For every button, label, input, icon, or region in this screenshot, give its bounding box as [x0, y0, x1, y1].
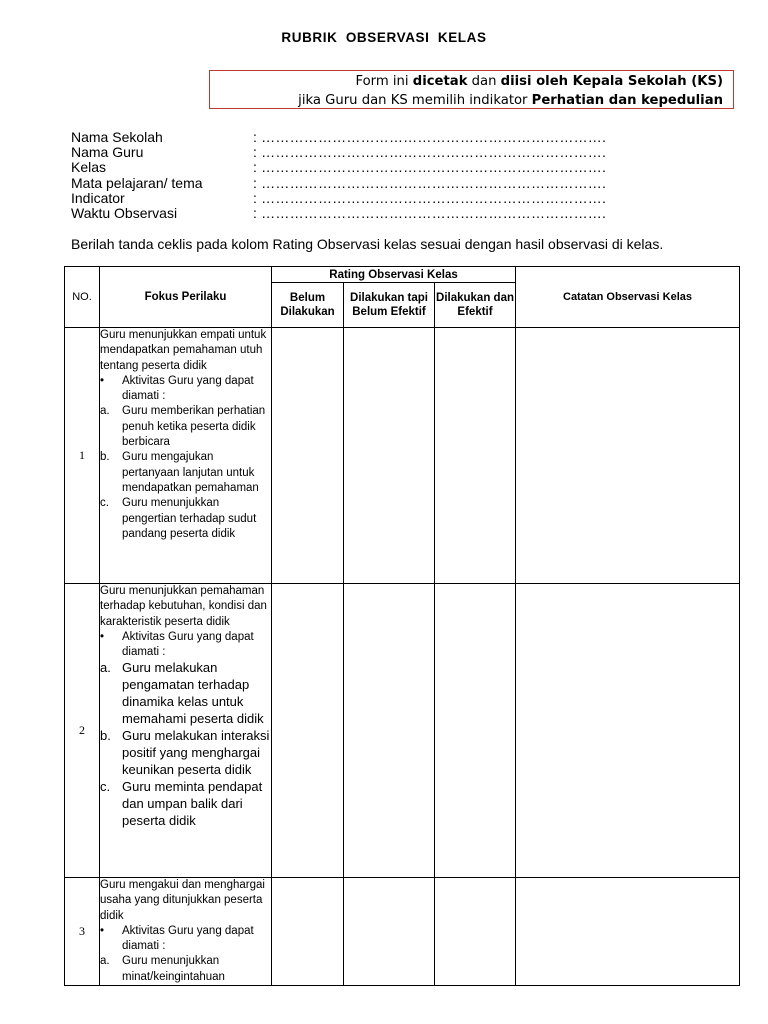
focus-item	[100, 728, 271, 779]
field-value: : ……………………………………………………………….	[253, 144, 607, 161]
field-nama-guru	[71, 145, 606, 160]
item-marker: c.	[100, 778, 111, 794]
row-number: 3	[65, 878, 100, 986]
notice-segment: Perhatian dan kepedulian	[531, 93, 723, 108]
item-marker: a.	[100, 955, 110, 968]
item-marker: •	[100, 630, 105, 643]
table-row	[65, 878, 740, 986]
field-label: Mata pelajaran/ tema	[71, 174, 203, 191]
item-text: Aktivitas Guru yang dapat diamati :	[122, 924, 254, 953]
item-marker: a.	[100, 405, 110, 418]
header-belum-dilakukan: Belum Dilakukan	[272, 283, 344, 328]
item-text: Guru meminta pendapat dan umpan balik dari peserta didik	[122, 778, 263, 828]
focus-intro: Guru mengakui dan menghargai usaha yang ditunjukkan peserta didik	[100, 879, 265, 922]
rating-efektif-cell[interactable]	[435, 328, 516, 584]
item-marker: a.	[100, 660, 111, 676]
item-marker: •	[100, 374, 105, 387]
focus-item	[100, 630, 271, 661]
rating-tapi-belum-cell[interactable]	[344, 584, 435, 878]
notice-segment: Form ini	[355, 74, 413, 89]
document-title: RUBRIK OBSERVASI KELAS	[281, 30, 487, 45]
field-waktu-observasi	[71, 206, 606, 221]
item-text: Guru memberikan perhatian penuh ketika peserta didik berbicara	[122, 405, 266, 449]
field-kelas	[71, 160, 606, 175]
row-number: 2	[65, 584, 100, 878]
rating-belum-cell[interactable]	[272, 878, 344, 986]
rating-efektif-cell[interactable]	[435, 584, 516, 878]
table-row	[65, 584, 740, 878]
notice-line-2	[210, 91, 723, 110]
instruction-text: Berilah tanda ceklis pada kolom Rating Observasi kelas sesuai dengan hasil observasi di kelas.	[71, 236, 664, 252]
item-text: Guru melakukan interaksi positif yang menghargai keunikan peserta didik	[122, 728, 270, 777]
notice-box	[209, 70, 734, 109]
rating-tapi-belum-cell[interactable]	[344, 878, 435, 986]
catatan-cell[interactable]	[516, 328, 740, 584]
focus-cell	[100, 328, 272, 584]
field-value: : ……………………………………………………………….	[253, 189, 607, 206]
header-catatan-observasi: Catatan Observasi Kelas	[516, 267, 740, 328]
notice-line-1	[210, 72, 723, 91]
focus-item	[100, 496, 271, 542]
item-text: Guru mengajukan pertanyaan lanjutan untuk mendapatkan pemahaman	[122, 451, 259, 494]
field-value: : ……………………………………………………………….	[253, 159, 607, 176]
rating-tapi-belum-cell[interactable]	[344, 328, 435, 584]
rating-belum-cell[interactable]	[272, 584, 344, 878]
catatan-cell[interactable]	[516, 878, 740, 986]
table-row	[65, 328, 740, 584]
catatan-cell[interactable]	[516, 584, 740, 878]
notice-segment: jika Guru dan KS memilih indikator	[298, 93, 532, 108]
field-label: Kelas	[71, 159, 107, 176]
focus-item	[100, 404, 271, 450]
focus-item	[100, 954, 271, 985]
item-marker: b.	[100, 728, 111, 744]
focus-item	[100, 374, 271, 405]
rubric-table	[64, 266, 740, 986]
field-mata-pelajaran	[71, 176, 606, 191]
rating-efektif-cell[interactable]	[435, 878, 516, 986]
item-marker: c.	[100, 497, 109, 510]
notice-segment: dicetak	[412, 74, 468, 89]
field-value: : ……………………………………………………………….	[253, 174, 607, 191]
focus-cell	[100, 584, 272, 878]
header-rating-observasi: Rating Observasi Kelas	[272, 267, 516, 283]
field-label: Nama Sekolah	[71, 129, 163, 145]
focus-item	[100, 924, 271, 955]
field-label: Indicator	[71, 189, 125, 206]
item-text: Guru menunjukkan minat/keingintahuan	[122, 955, 225, 983]
field-label: Nama Guru	[71, 144, 144, 161]
field-value: : ……………………………………………………………….	[253, 129, 607, 145]
notice-segment: diisi oleh Kepala Sekolah (KS)	[500, 74, 723, 89]
table-header-row	[65, 267, 740, 283]
item-text: Guru menunjukkan pengertian terhadap sudut pandang peserta didik	[122, 497, 257, 540]
notice-segment: dan	[467, 74, 501, 89]
header-dilakukan-dan-efektif: Dilakukan dan Efektif	[435, 283, 516, 328]
header-no: NO.	[65, 267, 100, 328]
field-label: Waktu Observasi	[71, 204, 178, 221]
field-value: : ……………………………………………………………….	[253, 204, 607, 221]
focus-item	[100, 450, 271, 496]
row-number: 1	[65, 328, 100, 584]
item-text: Aktivitas Guru yang dapat diamati :	[122, 374, 254, 403]
item-text: Aktivitas Guru yang dapat diamati :	[122, 630, 254, 659]
focus-intro: Guru menunjukkan pemahaman terhadap kebutuhan, kondisi dan karakteristik peserta didik	[100, 585, 267, 628]
rating-belum-cell[interactable]	[272, 328, 344, 584]
focus-item	[100, 660, 271, 728]
item-text: Guru melakukan pengamatan terhadap dinamika kelas untuk memahami peserta didik	[122, 660, 264, 727]
header-fokus-perilaku: Fokus Perilaku	[100, 267, 272, 328]
identity-fields	[71, 130, 606, 221]
field-indicator	[71, 191, 606, 206]
field-nama-sekolah	[71, 130, 606, 145]
item-marker: •	[100, 924, 105, 937]
item-marker: b.	[100, 451, 110, 464]
header-dilakukan-tapi-belum-efektif: Dilakukan tapi Belum Efektif	[344, 283, 435, 328]
focus-cell	[100, 878, 272, 986]
focus-intro: Guru menunjukkan empati untuk mendapatkan pemahaman utuh tentang peserta didik	[100, 329, 267, 372]
focus-item	[100, 779, 271, 830]
